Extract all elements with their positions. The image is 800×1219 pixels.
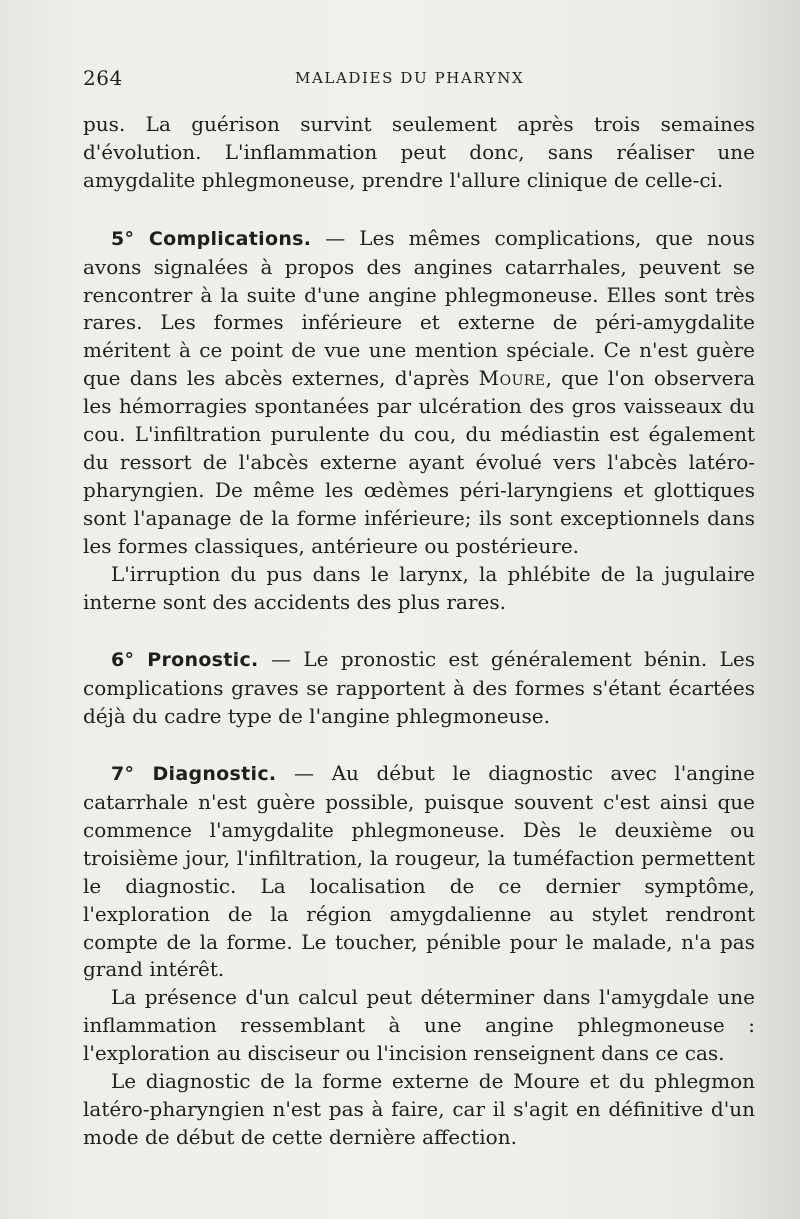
section-heading-diagnostic: 7° Diagnostic. [111, 763, 277, 786]
section-heading-complications: 5° Complications. [111, 227, 312, 250]
page-body [83, 111, 755, 1152]
paragraph-text: , que l'on observera les hémorragies spontanées par ulcération des gros vaisseaux du cou. L'infiltration purulente du cou, du médiastin est également du ressort de l'abcès externe ayant évolué vers l'abcès latéro-pharyngien. De même les œdèmes péri-laryngiens et glottiques sont l'apanage de la forme inférieure; ils sont exceptionnels dans les formes classiques, antérieure ou postérieure. [83, 366, 755, 558]
running-title: MALADIES DU PHARYNX [295, 69, 525, 87]
paragraph-text: — Les mêmes complications, que nous avons signalées à propos des angines catarrhales, peuvent se rencontrer à la suite d'une angine phlegmoneuse. Elles sont très rares. Les formes inférieure et externe de péri-amygdalite méritent à ce point de vue une mention spéciale. Ce n'est guère que dans les abcès externes, d'après [83, 225, 755, 391]
section-complications [83, 225, 755, 561]
paragraph: L'irruption du pus dans le larynx, la phlébite de la jugulaire interne sont des accidents des plus rares. [83, 561, 755, 614]
author-name: Moure [478, 366, 546, 391]
paragraph: Le diagnostic de la forme externe de Moure et du phlegmon latéro-pharyngien n'est pas à faire, car il s'agit en définitive d'un mode de début de cette dernière affection. [83, 1069, 755, 1149]
section-heading-pronostic: 6° Pronostic. [111, 649, 259, 672]
running-head [83, 66, 755, 90]
paragraph-text: — Au début le diagnostic avec l'angine catarrhale n'est guère possible, puisque souvent c'est ainsi que commence l'amygdalite phlegmoneuse. Dès le deuxième ou troisième jour, l'infiltration, la rougeur, la tuméfaction permettent le diagnostic. La localisation de ce dernier symptôme, l'exploration de la région amygdalienne au stylet rendront compte de la forme. Le toucher, pénible pour le malade, n'a pas grand intérêt. [83, 761, 755, 982]
section-pronostic [83, 646, 755, 731]
page-number: 264 [83, 66, 123, 90]
section-diagnostic [83, 760, 755, 984]
paragraph-text: — Le pronostic est généralement bénin. Les complications graves se rapportent à des formes s'étant écartées déjà du cadre type de l'angine phlegmoneuse. [83, 647, 755, 729]
paragraph: La présence d'un calcul peut déterminer dans l'amygdale une inflammation ressemblant à une angine phlegmoneuse : l'exploration au disciseur ou l'incision renseignent dans ce cas. [83, 985, 755, 1066]
paragraph-continuation: pus. La guérison survint seulement après trois semaines d'évolution. L'inflammation peut donc, sans réaliser une amygdalite phlegmoneuse, prendre l'allure clinique de celle-ci. [83, 112, 755, 192]
